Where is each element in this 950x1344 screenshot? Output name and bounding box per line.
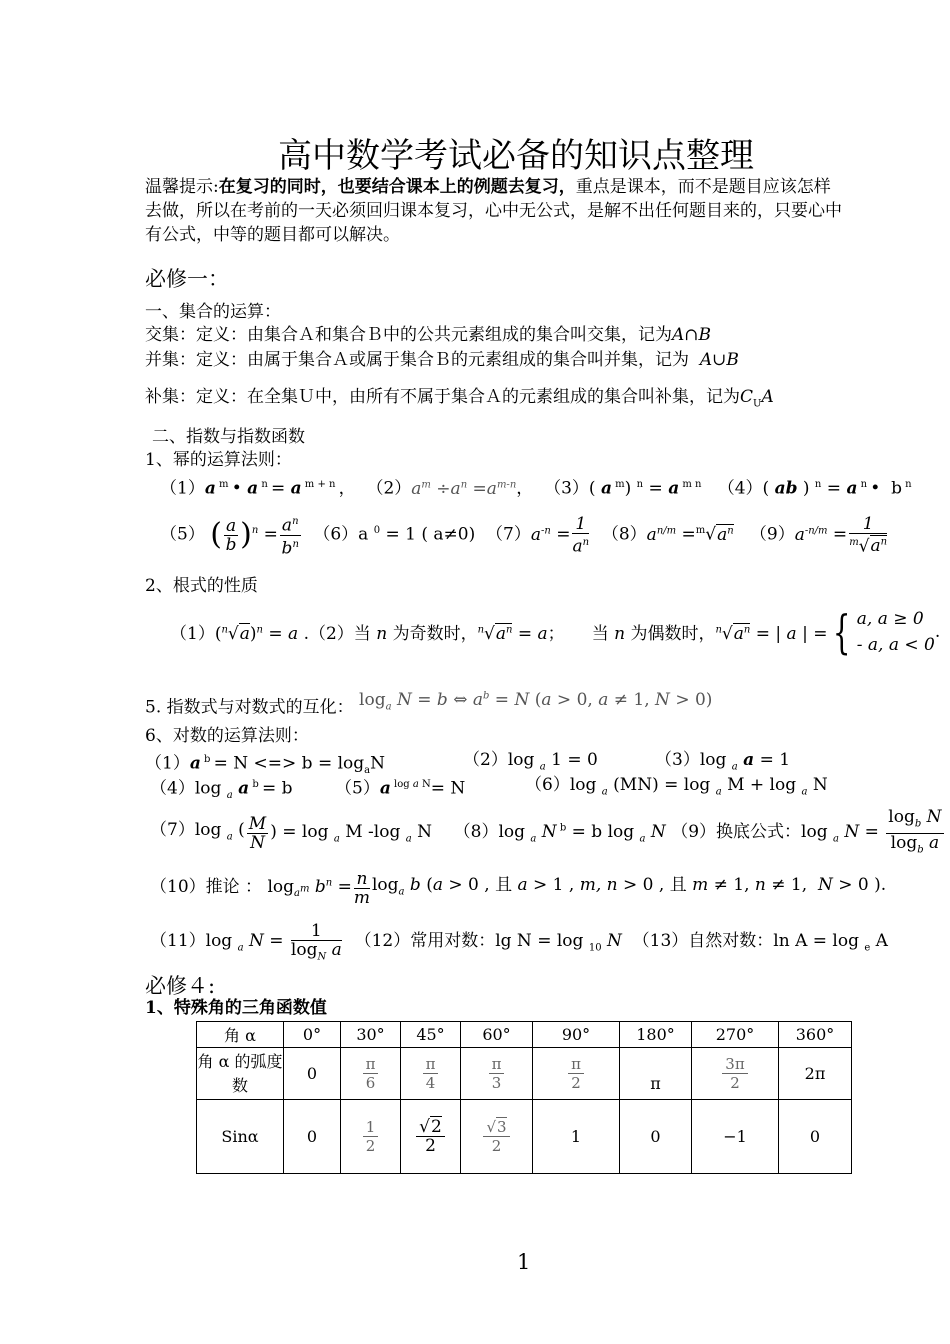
union-text: 并集：定义：由属于集合Ａ或属于集合Ｂ的元素组成的集合叫并集，记为 — [145, 350, 689, 370]
tip-line-3: 有公式，中等的题目都可以解决。 — [145, 225, 400, 245]
intersection-text: 交集：定义：由集合Ａ和集合Ｂ中的公共元素组成的集合叫交集，记为 — [145, 325, 672, 345]
complement-text: 补集：定义：在全集Ｕ中，由所有不属于集合Ａ的元素组成的集合叫补集，记为 — [145, 387, 740, 407]
table-row-sin — [197, 1100, 852, 1174]
sin-cell: −1 — [692, 1100, 779, 1174]
log-rule-2: （2）log $_a$ 1 = 0 — [463, 750, 598, 773]
log-rules-row5: （11）log $_a$ N = $\frac{1}{\log_N a}$ （12）常用对数：lg N = log $_{10}$ N （13）自然对数：ln A = log $_e$ A — [150, 921, 888, 963]
sin-cell: $\frac{√3}{2}$ — [461, 1100, 533, 1174]
exp-sub2: 2、根式的性质 — [145, 576, 258, 596]
page-title: 高中数学考试必备的知识点整理 — [278, 136, 754, 176]
angle-cell: 60° — [461, 1022, 533, 1048]
sin-cell: 1 — [533, 1100, 620, 1174]
trig-table — [196, 1021, 852, 1174]
trig-heading: 1、特殊角的三角函数值 — [145, 998, 327, 1018]
table-row-angles — [197, 1022, 852, 1048]
radian-cell: $\frac{\pi}{6}$ — [341, 1048, 401, 1100]
angle-cell: 90° — [533, 1022, 620, 1048]
sin-cell: $\frac{√2}{2}$ — [401, 1100, 461, 1174]
power-rules-row1: （1）a $^m$ • a $^n$ = a $^{m + n}$ ， $(2)a^m \div a^n =a^{m-n}$， （3）( a $^m$) $^n$ = a $^{m n}$ （4）( ab ) $^n$ = a $^n$ • b $^n$ — [160, 478, 912, 499]
angle-cell: 180° — [620, 1022, 692, 1048]
angle-cell: 360° — [779, 1022, 852, 1048]
exp-heading: 二、指数与指数函数 — [152, 427, 305, 447]
angle-cell: 45° — [401, 1022, 461, 1048]
sin-cell: 0 — [620, 1100, 692, 1174]
radian-cell: $\frac{\pi}{4}$ — [401, 1048, 461, 1100]
page-number: 1 — [517, 1250, 531, 1274]
complement-set: A — [761, 387, 774, 407]
log-rule-6: （6）log $_a$ (MN) = log $_a$ M + log $_a$ N — [525, 775, 828, 798]
power-rules-row2: （5） ( $\frac{a}{b}$ )$^n$ = $\frac{a^n}{b^n}$ （6）a $^0$ = 1 ( a≠0) $(7)a^{-n}$ = $\frac{1}{a^n}$ $(8)a^{n/m} =^m√a^n$ $(9)a^{-n/m}$ = $\frac{1}{^m√a^n}$ — [160, 513, 888, 559]
log-rules-row3: （7）log $_a$ ( $\frac{M}{N}$ ) = log $_a$ M -log $_a$ N （8）log $_a$ N $^b$ = b log $_a$ N （9）换底公式：log $_a$ N = $\frac{\log_b N}{\log_b a}$ — [150, 807, 942, 856]
section-heading-4: 必修４: — [145, 974, 216, 998]
angle-cell: 30° — [341, 1022, 401, 1048]
log-rule-10: （10）推论 ： $\log_{a^m} b^n$ = $\frac{n}{m}$ $\log_a b$ (a > 0 , 且 a > 1 , m, n > 0 , 且 m ≠ 1, n ≠ 1, N > 0 ). — [150, 869, 887, 908]
log-rule-3: （3）log $_a$ a = 1 — [655, 750, 791, 773]
sin-cell: 0 — [284, 1100, 341, 1174]
union-symbol: A∪B — [699, 350, 739, 370]
sin-cell: $\frac{1}{2}$ — [341, 1100, 401, 1174]
exp-sub1: 1、幂的运算法则： — [145, 450, 292, 470]
tip-line-1 — [145, 176, 831, 198]
log-rules-row1: （1）a $^b$ = N <=> $b = \log_aN$ — [145, 753, 386, 777]
intersection-def — [145, 324, 711, 346]
rule5-label: 5. 指数式与对数式的互化： — [145, 697, 354, 718]
tip-bold: 在复习的同时，也要结合课本上的例题去复习， — [218, 177, 576, 197]
table-row-radians — [197, 1048, 852, 1100]
angle-header: 角 α — [197, 1022, 284, 1048]
complement-symbol: C — [740, 387, 754, 407]
sin-header: Sinα — [197, 1100, 284, 1174]
radian-cell: $\frac{3\pi}{2}$ — [692, 1048, 779, 1100]
tip-line1-rest: 重点是课本，而不是题目应该怎样 — [575, 177, 831, 197]
tip-line-2: 去做，所以在考前的一天必须回归课本复习，心中无公式，是解不出任何题目来的，只要心中 — [145, 201, 842, 221]
radian-cell: $\frac{\pi}{2}$ — [533, 1048, 620, 1100]
angle-cell: 270° — [692, 1022, 779, 1048]
radian-header: 角 α 的弧度数 — [197, 1048, 284, 1100]
complement-sub: U — [753, 398, 762, 410]
exp-log-conversion: 5. 指数式与对数式的互化： $\log_a N = b$ ⇔ $a^b = N$ (a > 0, a ≠ 1, N > 0) — [145, 689, 713, 718]
union-def — [145, 349, 739, 371]
radical-properties: $(1)(^n√a)^n = a$ .（2）当 n 为奇数时，$^n√a^n = a$； 当 n 为偶数时，$^n√a^n$ = | a | = { a, a ≥ 0 - a, a < 0. — [170, 605, 941, 659]
complement-def — [145, 386, 774, 415]
radian-cell: 0 — [284, 1048, 341, 1100]
angle-cell: 0° — [284, 1022, 341, 1048]
radian-cell: π — [620, 1048, 692, 1100]
radian-cell: 2π — [779, 1048, 852, 1100]
log-heading: 6、对数的运算法则： — [145, 726, 309, 746]
log-rule-5: （5）a $^{log a N}$= N — [335, 778, 466, 799]
intersection-symbol: A∩B — [672, 325, 712, 345]
sets-heading: 一、集合的运算： — [145, 302, 281, 322]
sin-cell: 0 — [779, 1100, 852, 1174]
log-rule-4: （4）log $_a$ a $^b$ = b — [150, 778, 293, 802]
tip-prefix: 温馨提示: — [145, 177, 219, 197]
section-heading-1: 必修一： — [145, 267, 229, 291]
radian-cell: $\frac{\pi}{3}$ — [461, 1048, 533, 1100]
